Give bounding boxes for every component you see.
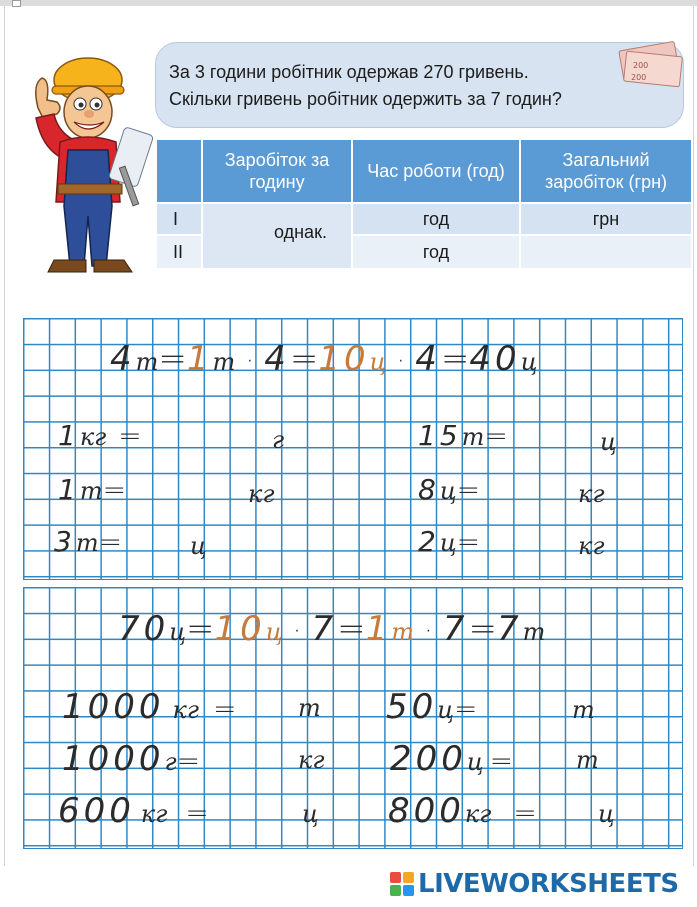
answer-unit: т	[576, 746, 599, 774]
exercise-row	[54, 525, 123, 558]
unit: кг	[79, 423, 107, 451]
corner-square-icon	[12, 0, 21, 7]
row-label: II	[156, 235, 202, 269]
top-bar	[0, 0, 697, 6]
ex-c-unit: т	[391, 618, 414, 646]
exercise-row	[418, 419, 508, 452]
row-label: I	[156, 203, 202, 235]
problem-bubble	[155, 42, 684, 128]
expr: 2	[418, 525, 440, 558]
time-cell[interactable]	[352, 203, 520, 235]
ex-eq: =	[337, 609, 366, 649]
time-unit: год	[422, 241, 450, 262]
ex-mul: ·	[292, 614, 302, 647]
unit: кг	[464, 800, 492, 828]
unit: т	[75, 529, 99, 557]
eq: =	[454, 692, 478, 725]
exercise-row	[388, 791, 537, 831]
expr: 1000	[62, 687, 165, 727]
problem-line-1: За 3 години робітник одержав 270 гривень.	[169, 62, 529, 82]
answer-unit: т	[572, 696, 595, 724]
ex-mul: ·	[423, 614, 433, 647]
eq: =	[489, 744, 514, 777]
svg-text:200: 200	[631, 73, 647, 82]
answer-unit: г	[272, 426, 285, 454]
exercise-row	[418, 473, 481, 506]
ex-d: 40	[469, 339, 521, 379]
ex-eq: =	[468, 609, 498, 649]
brand-name: LIVEWORKSHEETS	[418, 869, 679, 899]
ex-b-unit: т	[212, 348, 236, 376]
total-unit: грн	[592, 208, 620, 229]
table-header-time: Час роботи (год)	[352, 139, 520, 203]
ex-d-unit: т	[522, 618, 546, 646]
ex-a: 70	[118, 609, 170, 649]
ex-a-unit: т	[135, 348, 159, 376]
expr: 1000	[62, 739, 165, 779]
unit: ц	[466, 748, 484, 776]
answer-unit: кг	[578, 480, 605, 508]
ex-eq: =	[186, 609, 215, 649]
ex-b: 1	[186, 339, 213, 379]
answer-unit: т	[298, 694, 321, 722]
ex-k: 7	[311, 609, 338, 649]
expr: 8	[418, 473, 440, 506]
ex-b-unit: ц	[265, 618, 283, 646]
ex-eq: =	[289, 339, 319, 379]
expr: 50	[386, 687, 438, 727]
answer-unit: ц	[190, 532, 207, 560]
svg-text:200: 200	[633, 61, 649, 70]
worker-illustration	[18, 46, 158, 278]
answer-unit: ц	[598, 800, 615, 828]
eq: =	[176, 744, 201, 777]
time-unit: год	[422, 208, 450, 229]
eq: =	[213, 692, 237, 725]
ex-eq: =	[158, 339, 187, 379]
answer-unit: кг	[578, 532, 605, 560]
example-2	[118, 609, 546, 649]
eq: =	[484, 419, 508, 452]
page-edge-right	[693, 6, 694, 866]
eq: =	[118, 419, 142, 452]
eq: =	[185, 796, 209, 829]
exercise-row	[62, 687, 237, 727]
eq: =	[513, 796, 537, 829]
exercise-row	[58, 419, 142, 452]
ex-c-unit: ц	[369, 348, 387, 376]
answer-unit: кг	[248, 480, 275, 508]
exercise-row	[386, 687, 478, 727]
expr: 800	[388, 791, 465, 831]
exercise-row	[58, 791, 209, 831]
unit: ц	[437, 696, 455, 724]
total-cell[interactable]	[520, 203, 692, 235]
ex-c: 1	[365, 609, 392, 649]
answer-unit: ц	[302, 800, 319, 828]
exercise-row	[62, 739, 201, 779]
merged-note: однак.	[274, 222, 327, 242]
page-edge-left	[4, 6, 5, 866]
unit: г	[164, 748, 177, 776]
banknotes-illustration	[615, 40, 685, 88]
ex-k: 4	[415, 339, 441, 379]
unit: ц	[439, 477, 457, 505]
expr: 3	[54, 525, 76, 558]
ex-mul: ·	[396, 344, 406, 377]
liveworksheets-logo-icon	[390, 872, 414, 896]
ex-b: 10	[214, 609, 266, 649]
unit: ц	[439, 529, 457, 557]
expr: 200	[390, 739, 467, 779]
answer-unit: ц	[600, 428, 617, 456]
expr: 1	[58, 419, 80, 452]
eq: =	[98, 525, 123, 558]
unit: кг	[140, 800, 168, 828]
ex-a: 4	[110, 339, 136, 379]
ex-mul: ·	[245, 344, 255, 377]
eq: =	[456, 525, 481, 558]
problem-line-2: Скільки гривень робітник одержить за 7 годин?	[169, 89, 562, 109]
answer-unit: кг	[298, 746, 325, 774]
eq: =	[456, 473, 481, 506]
unit: т	[79, 477, 103, 505]
ex-d: 7	[497, 609, 523, 649]
ex-k: 4	[264, 339, 290, 379]
data-table	[155, 138, 693, 270]
table-header-empty	[156, 139, 202, 203]
unit: т	[461, 423, 485, 451]
expr: 600	[58, 791, 135, 831]
exercise-row	[418, 525, 481, 558]
expr: 1	[58, 473, 80, 506]
ex-c: 10	[318, 339, 370, 379]
unit: кг	[172, 696, 199, 724]
expr: 15	[418, 419, 462, 452]
example-1	[110, 339, 538, 379]
exercise-row	[58, 473, 127, 506]
eq: =	[102, 473, 127, 506]
total-cell[interactable]	[520, 235, 692, 269]
table-header-total: Загальний заробіток (грн)	[520, 139, 692, 203]
ex-eq: =	[440, 339, 470, 379]
time-cell[interactable]	[352, 235, 520, 269]
ex-d-unit: ц	[520, 348, 538, 376]
ex-k: 7	[442, 609, 469, 649]
table-header-hourly: Заробіток за годину	[202, 139, 352, 203]
ex-a-unit: ц	[169, 618, 187, 646]
exercise-row	[390, 739, 514, 779]
